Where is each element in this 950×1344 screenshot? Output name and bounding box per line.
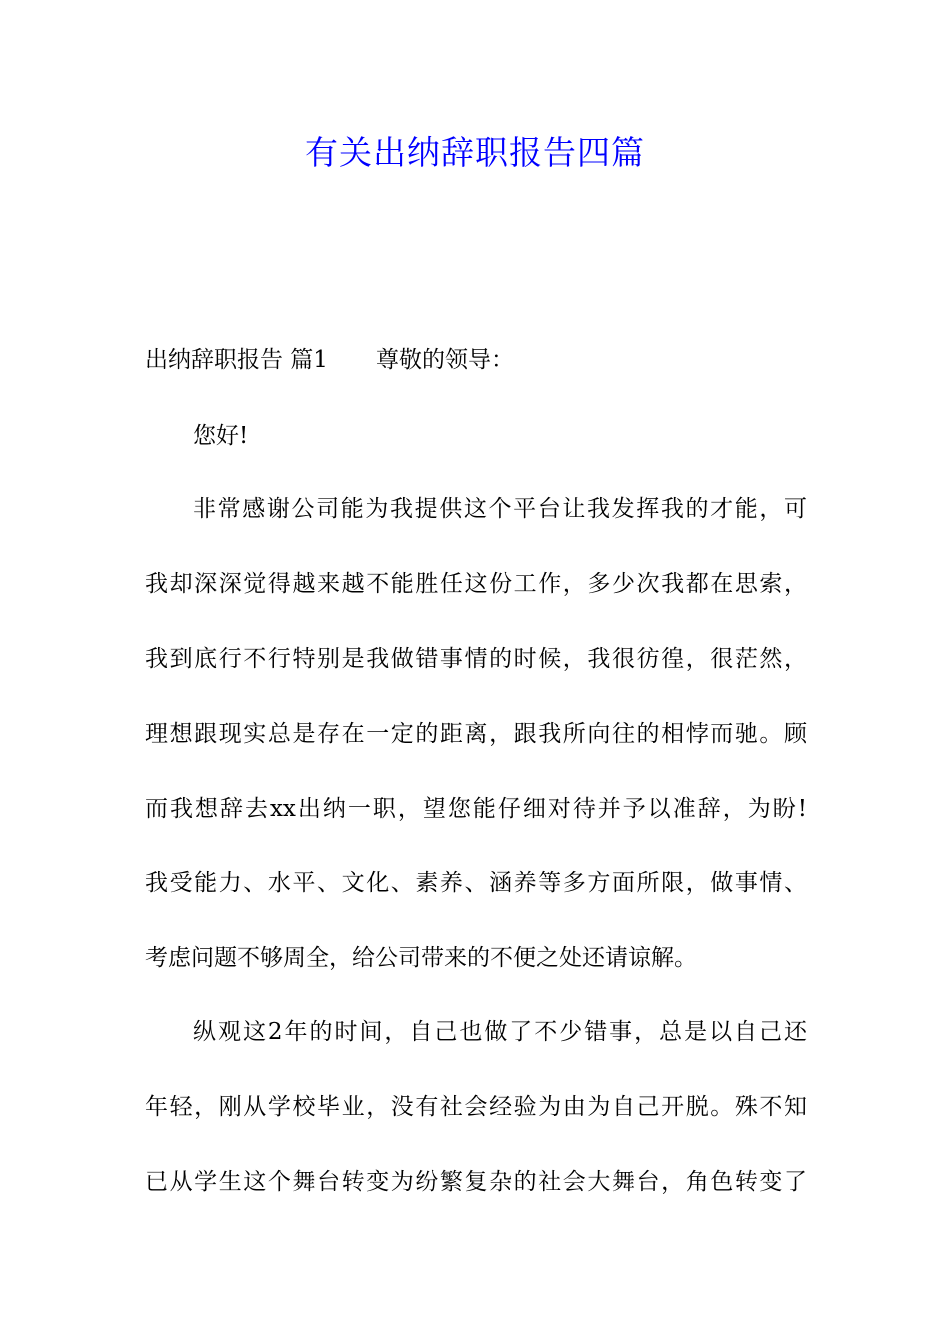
paragraph-line: 而我想辞去xx出纳一职，望您能仔细对待并予以准辞，为盼! bbox=[145, 796, 807, 822]
paragraph-line-greeting: 您好! bbox=[193, 423, 249, 449]
report-heading: 出纳辞职报告 篇1 bbox=[145, 347, 328, 373]
paragraph-line: 非常感谢公司能为我提供这个平台让我发挥我的才能，可 bbox=[193, 496, 807, 522]
document-title: 有关出纳辞职报告四篇 bbox=[305, 133, 645, 172]
paragraph-line: 理想跟现实总是存在一定的距离，跟我所向往的相悖而驰。顾 bbox=[145, 721, 807, 747]
paragraph-line: 我受能力、水平、文化、素养、涵养等多方面所限，做事情、 bbox=[145, 870, 807, 896]
paragraph-line: 已从学生这个舞台转变为纷繁复杂的社会大舞台，角色转变了 bbox=[145, 1169, 807, 1195]
paragraph-line: 年轻，刚从学校毕业，没有社会经验为由为自己开脱。殊不知 bbox=[145, 1094, 807, 1120]
salutation: 尊敬的领导： bbox=[375, 347, 514, 373]
paragraph-line: 我却深深觉得越来越不能胜任这份工作，多少次我都在思索， bbox=[145, 571, 807, 597]
heading-line bbox=[145, 340, 807, 380]
paragraph-line: 纵观这2年的时间，自己也做了不少错事，总是以自己还 bbox=[193, 1019, 807, 1045]
paragraph-line: 考虑问题不够周全，给公司带来的不便之处还请谅解。 bbox=[145, 945, 697, 971]
paragraph-line: 我到底行不行特别是我做错事情的时候，我很彷徨，很茫然， bbox=[145, 646, 807, 672]
